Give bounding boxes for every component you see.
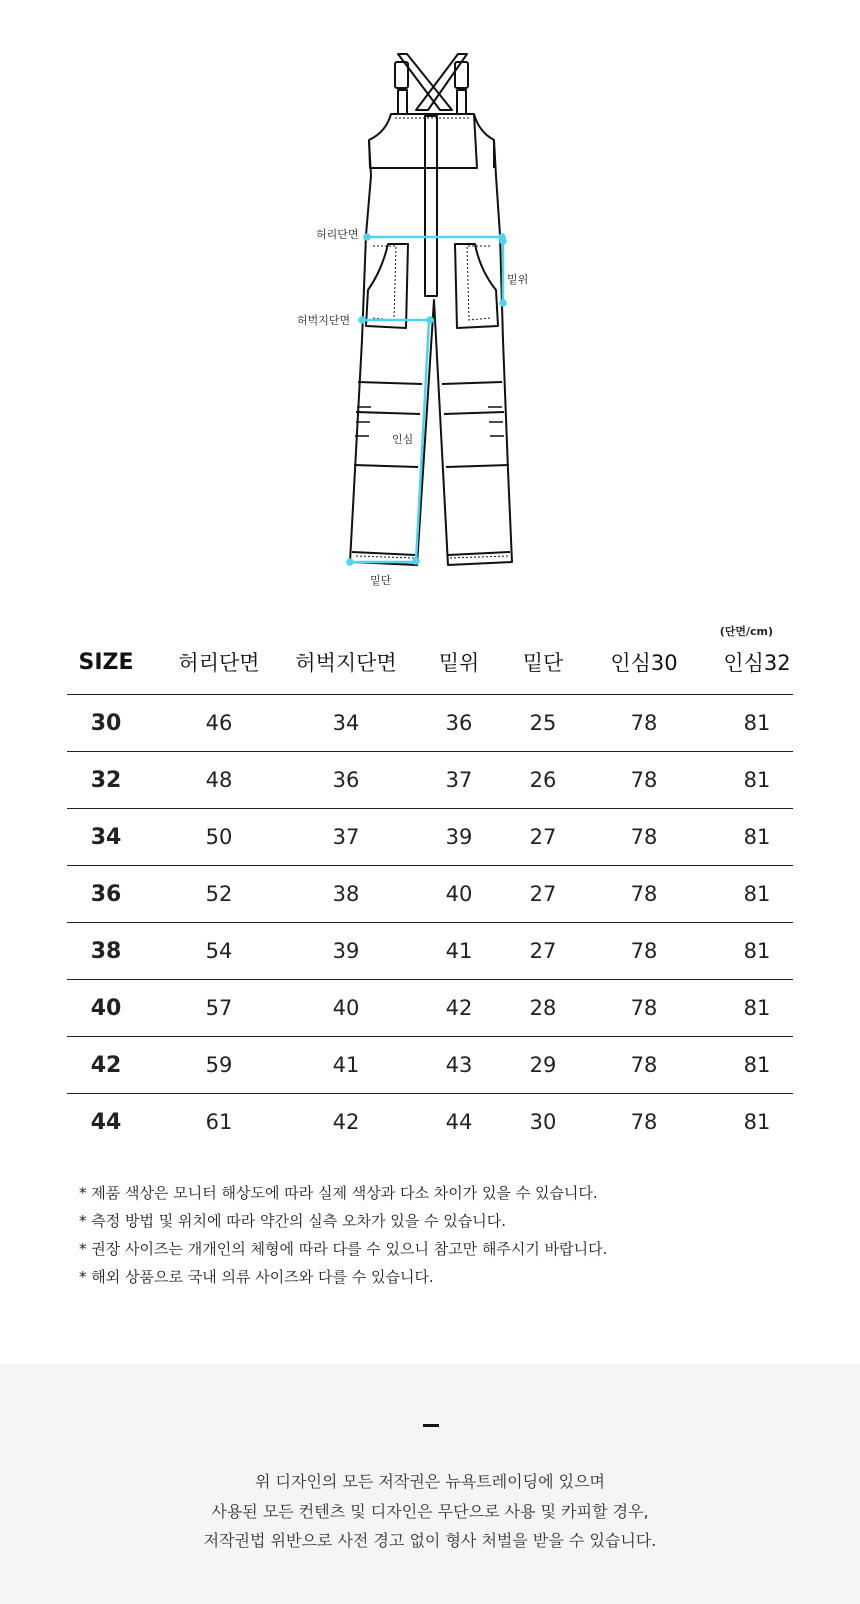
divider-bar: [423, 1424, 439, 1427]
table-cell: 81: [743, 996, 771, 1020]
table-row: [67, 1037, 793, 1094]
table-cell: 81: [743, 768, 771, 792]
copyright-footer: [0, 1364, 860, 1604]
table-cell: 34: [332, 711, 360, 735]
table-cell: 36: [332, 768, 360, 792]
table-cell: 30: [90, 710, 122, 736]
table-row: [67, 866, 793, 923]
table-header-row: [67, 630, 793, 695]
header-size: SIZE: [78, 649, 134, 675]
table-cell: 40: [445, 882, 473, 906]
table-cell: 27: [529, 825, 557, 849]
table-cell: 41: [332, 1053, 360, 1077]
header-thigh: 허벅지단면: [295, 651, 397, 675]
table-cell: 42: [90, 1052, 122, 1078]
table-cell: 43: [445, 1053, 473, 1077]
table-cell: 61: [205, 1110, 233, 1134]
table-cell: 44: [445, 1110, 473, 1134]
header-rise: 밑위: [438, 651, 480, 675]
table-cell: 59: [205, 1053, 233, 1077]
table-cell: 78: [630, 939, 658, 963]
waist-label: 허리단면: [316, 228, 359, 241]
table-cell: 42: [445, 996, 473, 1020]
table-cell: 39: [445, 825, 473, 849]
table-cell: 40: [90, 995, 122, 1021]
table-cell: 78: [630, 711, 658, 735]
table-cell: 48: [205, 768, 233, 792]
table-row: [67, 809, 793, 866]
table-cell: 78: [630, 825, 658, 849]
table-cell: 78: [630, 882, 658, 906]
table-cell: 37: [332, 825, 360, 849]
table-cell: 81: [743, 711, 771, 735]
inseam-label: 인심: [392, 433, 414, 446]
table-cell: 39: [332, 939, 360, 963]
table-cell: 78: [630, 996, 658, 1020]
table-cell: 46: [205, 711, 233, 735]
table-cell: 37: [445, 768, 473, 792]
table-cell: 29: [529, 1053, 557, 1077]
table-cell: 41: [445, 939, 473, 963]
header-inseam32: 인심32: [723, 651, 791, 675]
table-cell: 42: [332, 1110, 360, 1134]
table-cell: 81: [743, 882, 771, 906]
table-cell: 81: [743, 939, 771, 963]
table-cell: 50: [205, 825, 233, 849]
table-cell: 40: [332, 996, 360, 1020]
note-item: * 권장 사이즈는 개개인의 체형에 따라 다를 수 있으니 참고만 해주시기 바랍니다.: [79, 1240, 608, 1258]
rise-label: 밑위: [507, 273, 529, 286]
table-cell: 54: [205, 939, 233, 963]
table-cell: 38: [90, 938, 122, 964]
table-cell: 38: [332, 882, 360, 906]
table-cell: 28: [529, 996, 557, 1020]
table-cell: 25: [529, 711, 557, 735]
table-row: [67, 695, 793, 752]
size-table: [67, 625, 793, 1150]
table-row: [67, 1094, 793, 1150]
notes-list: [79, 1179, 607, 1291]
header-inseam30: 인심30: [610, 651, 678, 675]
copyright-line: 위 디자인의 모든 저작권은 뉴욕트레이딩에 있으며: [254, 1472, 605, 1491]
table-row: [67, 980, 793, 1037]
table-cell: 27: [529, 882, 557, 906]
unit-note: (단면/cm): [719, 625, 773, 638]
table-cell: 44: [90, 1109, 122, 1135]
table-cell: 78: [630, 1110, 658, 1134]
table-cell: 36: [445, 711, 473, 735]
table-cell: 81: [743, 1053, 771, 1077]
table-cell: 30: [529, 1110, 557, 1134]
table-cell: 78: [630, 768, 658, 792]
table-cell: 81: [743, 1110, 771, 1134]
table-cell: 26: [529, 768, 557, 792]
copyright-line: 사용된 모든 컨텐츠 및 디자인은 무단으로 사용 및 카피할 경우,: [211, 1502, 649, 1521]
copyright-line: 저작권법 위반으로 사전 경고 없이 형사 처벌을 받을 수 있습니다.: [203, 1531, 657, 1550]
table-row: [67, 752, 793, 809]
table-cell: 78: [630, 1053, 658, 1077]
header-waist: 허리단면: [178, 651, 260, 675]
header-hem: 밑단: [522, 651, 564, 675]
table-cell: 32: [90, 767, 122, 793]
table-cell: 27: [529, 939, 557, 963]
note-item: * 해외 상품으로 국내 의류 사이즈와 다를 수 있습니다.: [79, 1268, 434, 1286]
table-cell: 57: [205, 996, 233, 1020]
table-cell: 34: [90, 824, 122, 850]
note-item: * 제품 색상은 모니터 해상도에 따라 실제 색상과 다소 차이가 있을 수 있습니다.: [79, 1184, 598, 1202]
table-cell: 81: [743, 825, 771, 849]
thigh-label: 허벅지단면: [297, 314, 351, 327]
note-item: * 측정 방법 및 위치에 따라 약간의 실측 오차가 있을 수 있습니다.: [79, 1212, 506, 1230]
garment-diagram: [0, 0, 860, 600]
table-cell: 52: [205, 882, 233, 906]
overalls-illustration: [0, 0, 860, 600]
hem-label: 밑단: [370, 574, 392, 587]
table-row: [67, 923, 793, 980]
table-cell: 36: [90, 881, 122, 907]
